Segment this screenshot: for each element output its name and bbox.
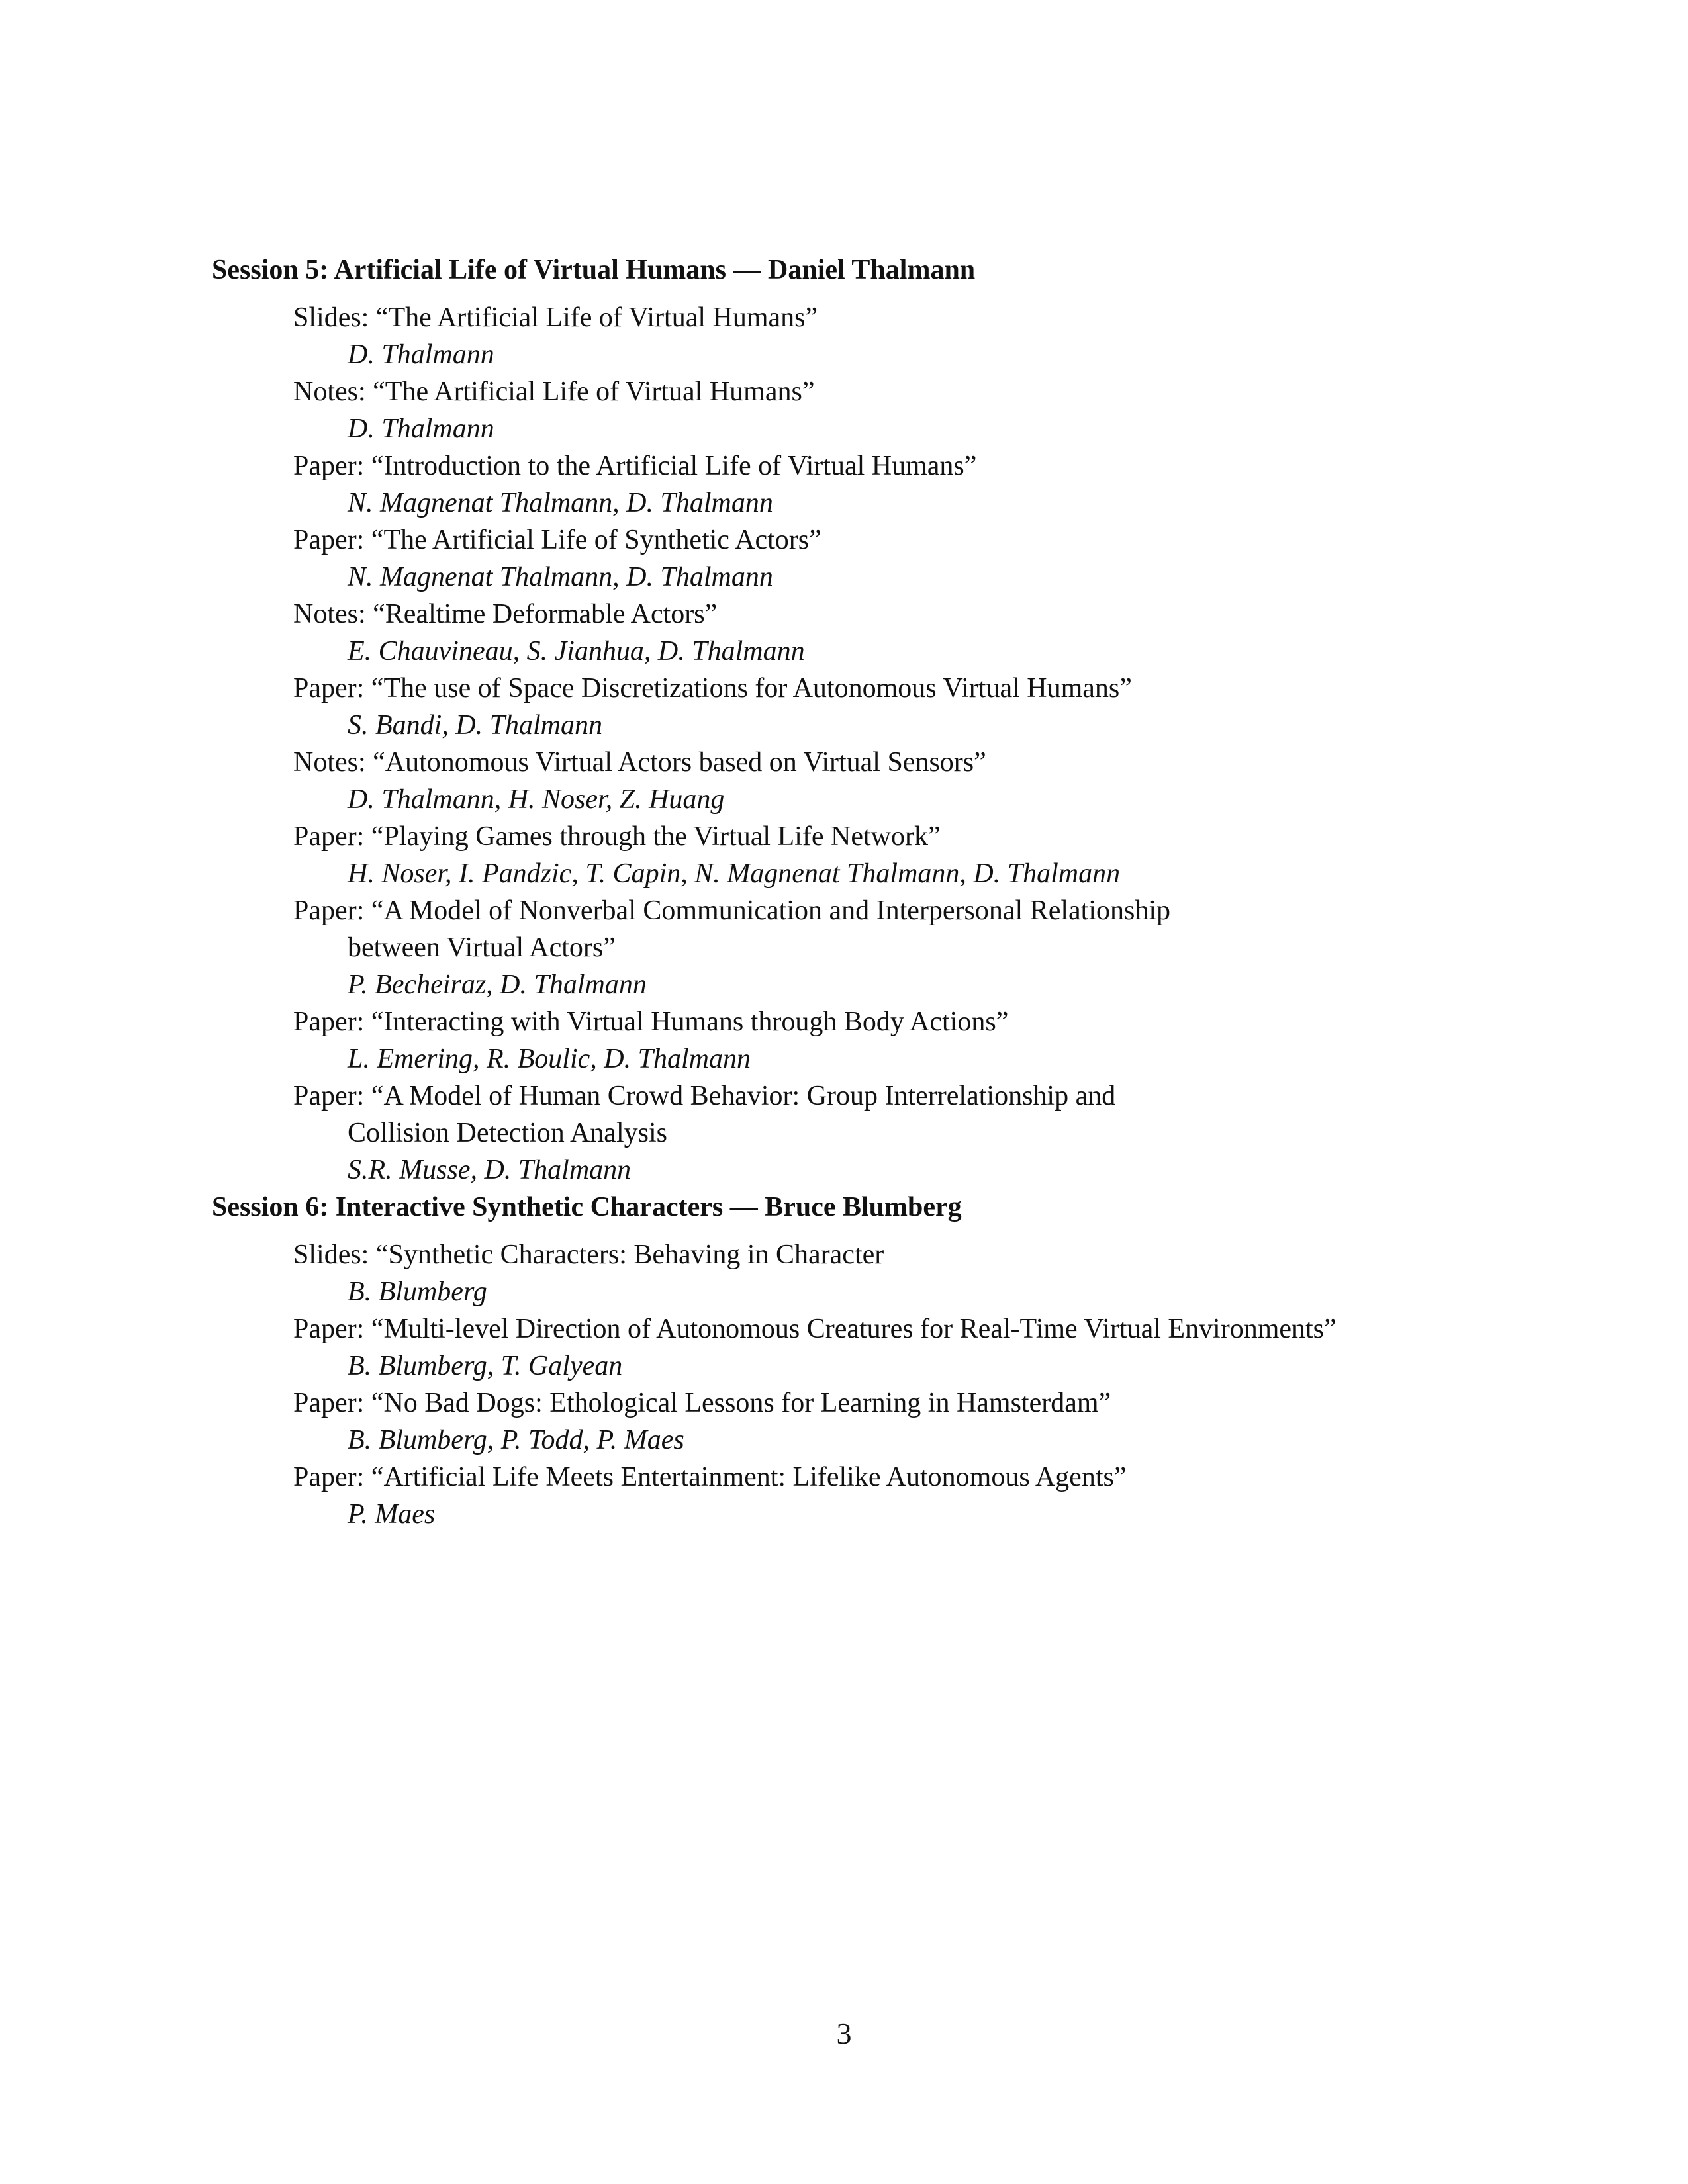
entry-authors: E. Chauvineau, S. Jianhua, D. Thalmann bbox=[348, 636, 805, 666]
entry-kind: Paper: bbox=[293, 1388, 365, 1418]
session-entries bbox=[293, 299, 1536, 1189]
entry-kind: Paper: bbox=[293, 451, 365, 481]
entry-title: “Interacting with Virtual Humans through Body Actions” bbox=[371, 1007, 1009, 1037]
entry-authors: B. Blumberg bbox=[348, 1277, 487, 1307]
entry-authors: S.R. Musse, D. Thalmann bbox=[348, 1155, 632, 1185]
entry bbox=[293, 1236, 1536, 1310]
entry-kind: Paper: bbox=[293, 895, 365, 926]
entry-title-line bbox=[293, 1003, 1536, 1040]
entry-kind: Notes: bbox=[293, 747, 366, 778]
entry-kind: Paper: bbox=[293, 1081, 365, 1111]
entry-title: “Introduction to the Artificial Life of Virtual Humans” bbox=[371, 451, 977, 481]
entry-title: “Realtime Deformable Actors” bbox=[373, 599, 718, 629]
entry-title: “A Model of Human Crowd Behavior: Group Interrelationship and bbox=[371, 1081, 1116, 1111]
entry-kind: Slides: bbox=[293, 302, 369, 333]
entry-title-line bbox=[293, 596, 1536, 633]
entry-title-line bbox=[293, 522, 1536, 559]
entry-title-line bbox=[293, 373, 1536, 410]
entry-authors: L. Emering, R. Boulic, D. Thalmann bbox=[348, 1044, 751, 1074]
session-entries bbox=[293, 1236, 1536, 1533]
entry-title: “A Model of Nonverbal Communication and Interpersonal Relationship bbox=[371, 895, 1171, 926]
session-heading: Session 5: Artificial Life of Virtual Humans — Daniel Thalmann bbox=[212, 255, 976, 285]
entry-authors: S. Bandi, D. Thalmann bbox=[348, 710, 603, 741]
entry-kind: Paper: bbox=[293, 1007, 365, 1037]
entry-kind: Notes: bbox=[293, 599, 366, 629]
entry-kind: Slides: bbox=[293, 1240, 369, 1270]
page-number: 3 bbox=[836, 2017, 852, 2050]
entry-kind: Paper: bbox=[293, 821, 365, 852]
entry-title-line bbox=[293, 892, 1536, 929]
entry-title: “Autonomous Virtual Actors based on Virtual Sensors” bbox=[373, 747, 986, 778]
session-6 bbox=[212, 1189, 1536, 1533]
entry-title-line bbox=[293, 299, 1536, 336]
entry-kind: Paper: bbox=[293, 1462, 365, 1492]
entry bbox=[293, 1310, 1536, 1385]
entry-title: “Multi-level Direction of Autonomous Creatures for Real-Time Virtual Environments” bbox=[371, 1314, 1336, 1344]
entry-authors: P. Maes bbox=[348, 1499, 436, 1529]
entry-title-line bbox=[293, 1459, 1536, 1496]
entry-title-continuation: Collision Detection Analysis bbox=[348, 1118, 667, 1148]
entry bbox=[293, 447, 1536, 522]
entry bbox=[293, 522, 1536, 596]
entry bbox=[293, 1077, 1536, 1189]
entry-authors: B. Blumberg, P. Todd, P. Maes bbox=[348, 1425, 684, 1455]
entry bbox=[293, 1003, 1536, 1077]
entry-authors: N. Magnenat Thalmann, D. Thalmann bbox=[348, 488, 773, 518]
entry-title-continuation: between Virtual Actors” bbox=[348, 933, 616, 963]
entry-title-line bbox=[293, 1385, 1536, 1422]
entry-title-line bbox=[293, 1236, 1536, 1273]
entry bbox=[293, 892, 1536, 1003]
entry-authors: N. Magnenat Thalmann, D. Thalmann bbox=[348, 562, 773, 592]
entry-title: “No Bad Dogs: Ethological Lessons for Learning in Hamsterdam” bbox=[371, 1388, 1111, 1418]
entry-title-line bbox=[293, 1077, 1536, 1115]
entry-authors: B. Blumberg, T. Galyean bbox=[348, 1351, 623, 1381]
entry-title-line bbox=[293, 670, 1536, 707]
entry-authors: D. Thalmann, H. Noser, Z. Huang bbox=[348, 784, 725, 815]
entry-kind: Paper: bbox=[293, 525, 365, 555]
entry-kind: Paper: bbox=[293, 673, 365, 704]
entry-title: “Artificial Life Meets Entertainment: Lifelike Autonomous Agents” bbox=[371, 1462, 1127, 1492]
entry-title: “Synthetic Characters: Behaving in Character bbox=[375, 1240, 884, 1270]
entry bbox=[293, 1459, 1536, 1533]
entry-kind: Notes: bbox=[293, 377, 366, 407]
entry-title-line bbox=[293, 447, 1536, 484]
entry-authors: D. Thalmann bbox=[348, 340, 494, 370]
program-content bbox=[212, 251, 1536, 1533]
entry-authors: P. Becheiraz, D. Thalmann bbox=[348, 970, 647, 1000]
entry-title: “The Artificial Life of Virtual Humans” bbox=[375, 302, 818, 333]
entry bbox=[293, 818, 1536, 892]
entry-title: “Playing Games through the Virtual Life Network” bbox=[371, 821, 941, 852]
entry bbox=[293, 744, 1536, 818]
entry bbox=[293, 596, 1536, 670]
entry bbox=[293, 373, 1536, 447]
entry-title-line bbox=[293, 744, 1536, 781]
entry-kind: Paper: bbox=[293, 1314, 365, 1344]
entry bbox=[293, 670, 1536, 744]
entry-title-line bbox=[293, 1310, 1536, 1347]
entry-title-line bbox=[293, 818, 1536, 855]
entry bbox=[293, 299, 1536, 373]
entry-title: “The use of Space Discretizations for Autonomous Virtual Humans” bbox=[371, 673, 1132, 704]
entry-authors: H. Noser, I. Pandzic, T. Capin, N. Magnenat Thalmann, D. Thalmann bbox=[348, 858, 1121, 889]
entry-authors: D. Thalmann bbox=[348, 414, 494, 444]
session-5 bbox=[212, 251, 1536, 1189]
entry bbox=[293, 1385, 1536, 1459]
entry-title: “The Artificial Life of Virtual Humans” bbox=[373, 377, 815, 407]
session-heading: Session 6: Interactive Synthetic Characters — Bruce Blumberg bbox=[212, 1192, 962, 1222]
entry-title: “The Artificial Life of Synthetic Actors” bbox=[371, 525, 821, 555]
